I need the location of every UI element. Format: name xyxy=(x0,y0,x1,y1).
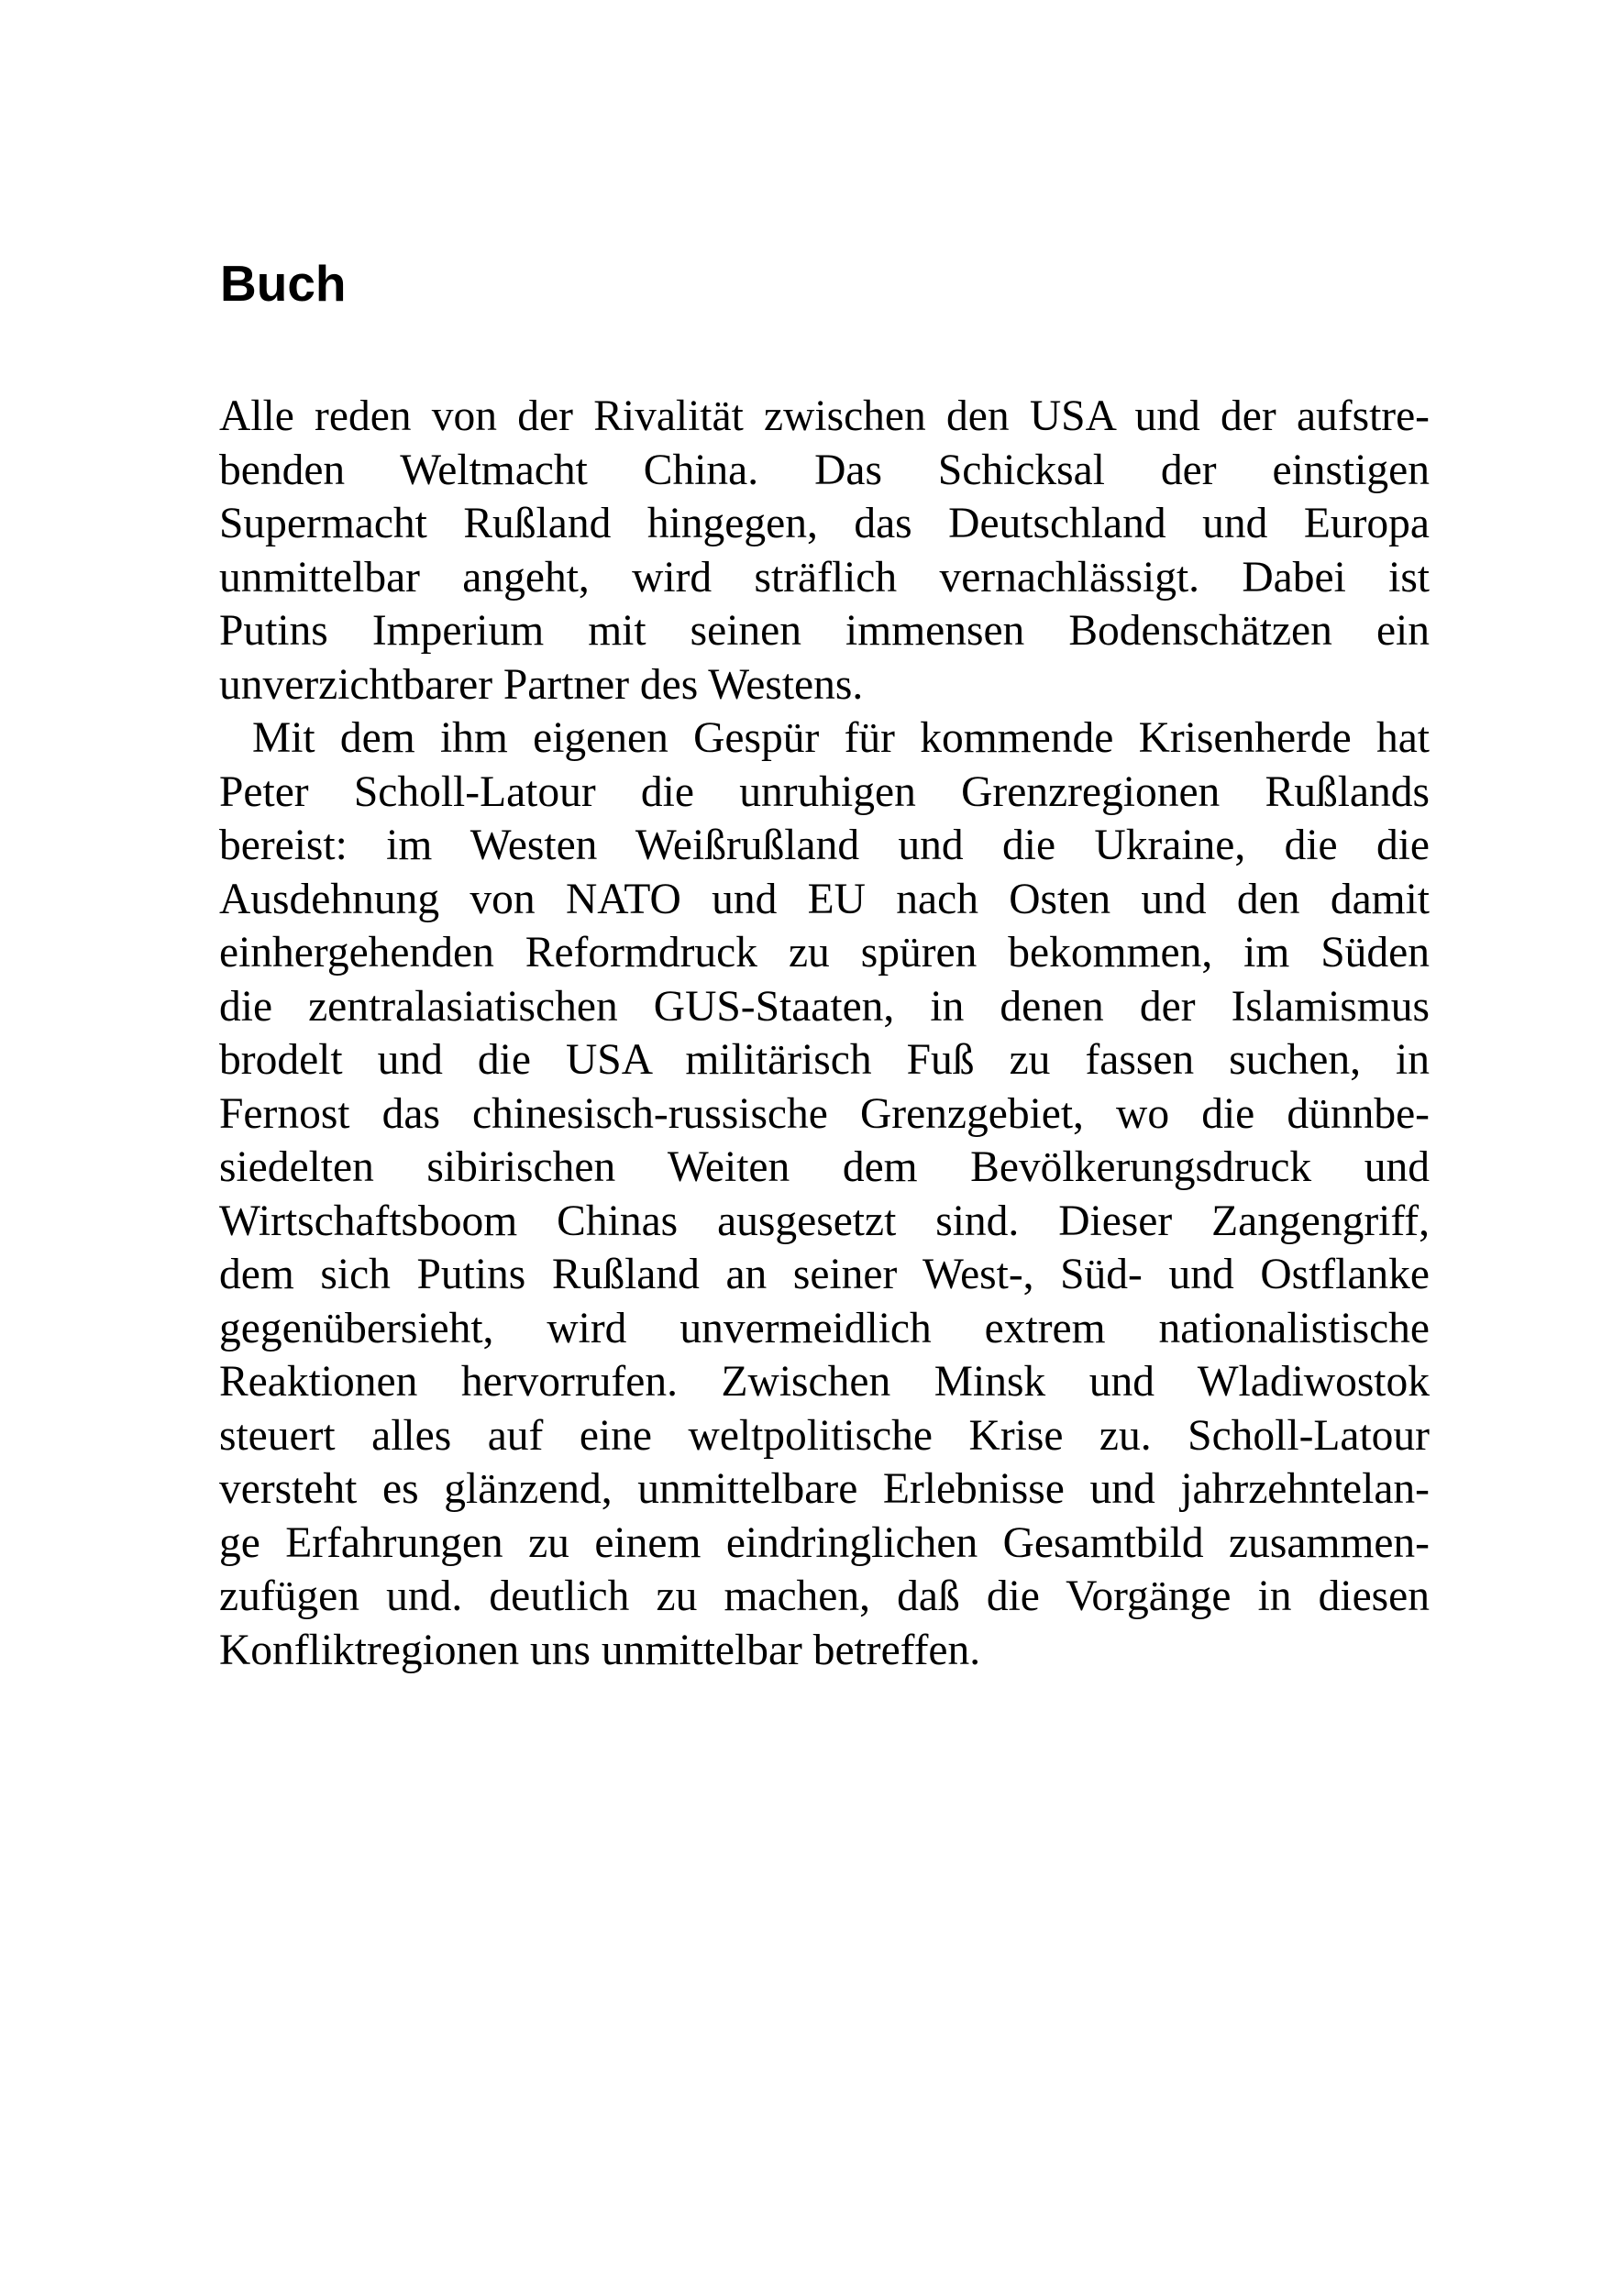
text-line: Peter Scholl-Latour die unruhigen Grenzregionen Rußlands xyxy=(219,767,1430,816)
text-line: dem sich Putins Rußland an seiner West-, Süd- und Ostflanke xyxy=(219,1251,1430,1298)
paragraph-2 xyxy=(219,712,1430,1677)
text-line: Wirtschaftsboom Chinas ausgesetzt sind. Dieser Zangengriff, xyxy=(219,1197,1430,1245)
body-text xyxy=(219,390,1430,1677)
text-line: gegenübersieht, wird unvermeidlich extrem nationalistische xyxy=(219,1304,1430,1352)
text-line: zufügen und. deutlich zu machen, daß die Vorgänge in diesen xyxy=(219,1572,1430,1620)
page-title: Buch xyxy=(220,255,347,312)
text-line: brodelt und die USA militärisch Fuß zu fassen suchen, in xyxy=(219,1036,1430,1084)
text-line: Putins Imperium mit seinen immensen Bodenschätzen ein xyxy=(219,607,1430,655)
text-line: versteht es glänzend, unmittelbare Erlebnisse und jahrzehntelan- xyxy=(219,1465,1430,1513)
text-line: ge Erfahrungen zu einem eindringlichen Gesamtbild zusammen- xyxy=(219,1518,1430,1567)
text-line: Reaktionen hervorrufen. Zwischen Minsk und Wladiwostok xyxy=(219,1358,1430,1406)
text-line: Mit dem ihm eigenen Gespür für kommende Krisenherde hat xyxy=(252,714,1430,762)
text-line: siedelten sibirischen Weiten dem Bevölkerungsdruck und xyxy=(219,1143,1430,1191)
text-line: einhergehenden Reformdruck zu spüren bekommen, im Süden xyxy=(219,929,1430,977)
text-line: unverzichtbarer Partner des Westens. xyxy=(219,660,864,709)
text-line: unmittelbar angeht, wird sträflich vernachlässigt. Dabei ist xyxy=(219,553,1430,601)
paragraph-1 xyxy=(219,390,1430,712)
text-line: Konfliktregionen uns unmittelbar betreffen. xyxy=(219,1626,981,1674)
text-line: Supermacht Rußland hingegen, das Deutschland und Europa xyxy=(219,500,1430,547)
text-line: steuert alles auf eine weltpolitische Krise zu. Scholl-Latour xyxy=(219,1411,1430,1460)
text-line: Fernost das chinesisch-russische Grenzgebiet, wo die dünnbe- xyxy=(219,1089,1430,1138)
text-line: bereist: im Westen Weißrußland und die Ukraine, die die xyxy=(219,822,1430,869)
text-line: die zentralasiatischen GUS-Staaten, in denen der Islamismus xyxy=(219,982,1430,1031)
text-line: benden Weltmacht China. Das Schicksal der einstigen xyxy=(219,446,1430,494)
text-line: Ausdehnung von NATO und EU nach Osten und den damit xyxy=(219,875,1430,923)
text-line: Alle reden von der Rivalität zwischen den USA und der aufstre- xyxy=(219,392,1430,440)
